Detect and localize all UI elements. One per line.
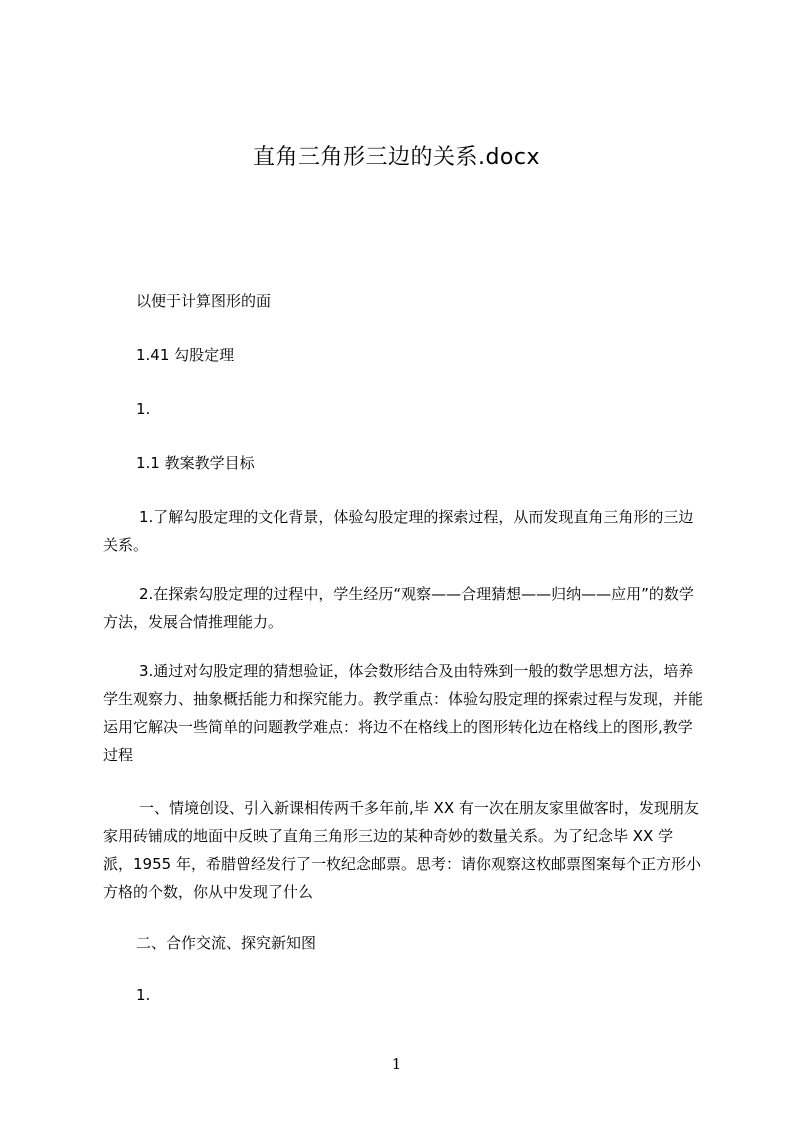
paragraph-list-marker-2: 1.	[136, 986, 151, 1004]
paragraph-objective-2: 2.在探索勾股定理的过程中，学生经历“观察——合理猜想——归纳——应用”的数学方法，发展合情推理能力。	[103, 585, 694, 631]
paragraph-section-heading: 1.41 勾股定理	[136, 346, 235, 364]
paragraph-collaboration-heading: 二、合作交流、探究新知图	[136, 934, 317, 952]
page-number: 1	[391, 1055, 402, 1073]
paragraph-objective-3: 3.通过对勾股定理的猜想验证，体会数形结合及由特殊到一般的数学思想方法，培养学生观察力、抽象概括能力和探究能力。教学重点：体验勾股定理的探索过程与发现，并能运用它解决一些简单的问题教学难点：将边不在格线上的图形转化边在格线上的图形,教学过程	[103, 662, 704, 764]
paragraph-list-marker: 1.	[136, 400, 151, 418]
document-title: 直角三角形三边的关系.docx	[252, 145, 541, 170]
paragraph-objective-1: 1.了解勾股定理的文化背景，体验勾股定理的探索过程，从而发现直角三角形的三边关系。	[103, 508, 694, 554]
paragraph-intro: 以便于计算图形的面	[136, 292, 272, 310]
paragraph-scenario: 一、情境创设、引入新课相传两千多年前,毕 XX 有一次在朋友家里做客时，发现朋友家用砖铺成的地面中反映了直角三角形三边的某种奇妙的数量关系。为了纪念毕 XX 学派，1955 年，希腊曾经发行了一枚纪念邮票。思考：请你观察这枚邮票图案每个正方形小方格的个数，你从中发现了什么	[103, 799, 701, 901]
paragraph-objectives-heading: 1.1 教案教学目标	[136, 454, 255, 472]
